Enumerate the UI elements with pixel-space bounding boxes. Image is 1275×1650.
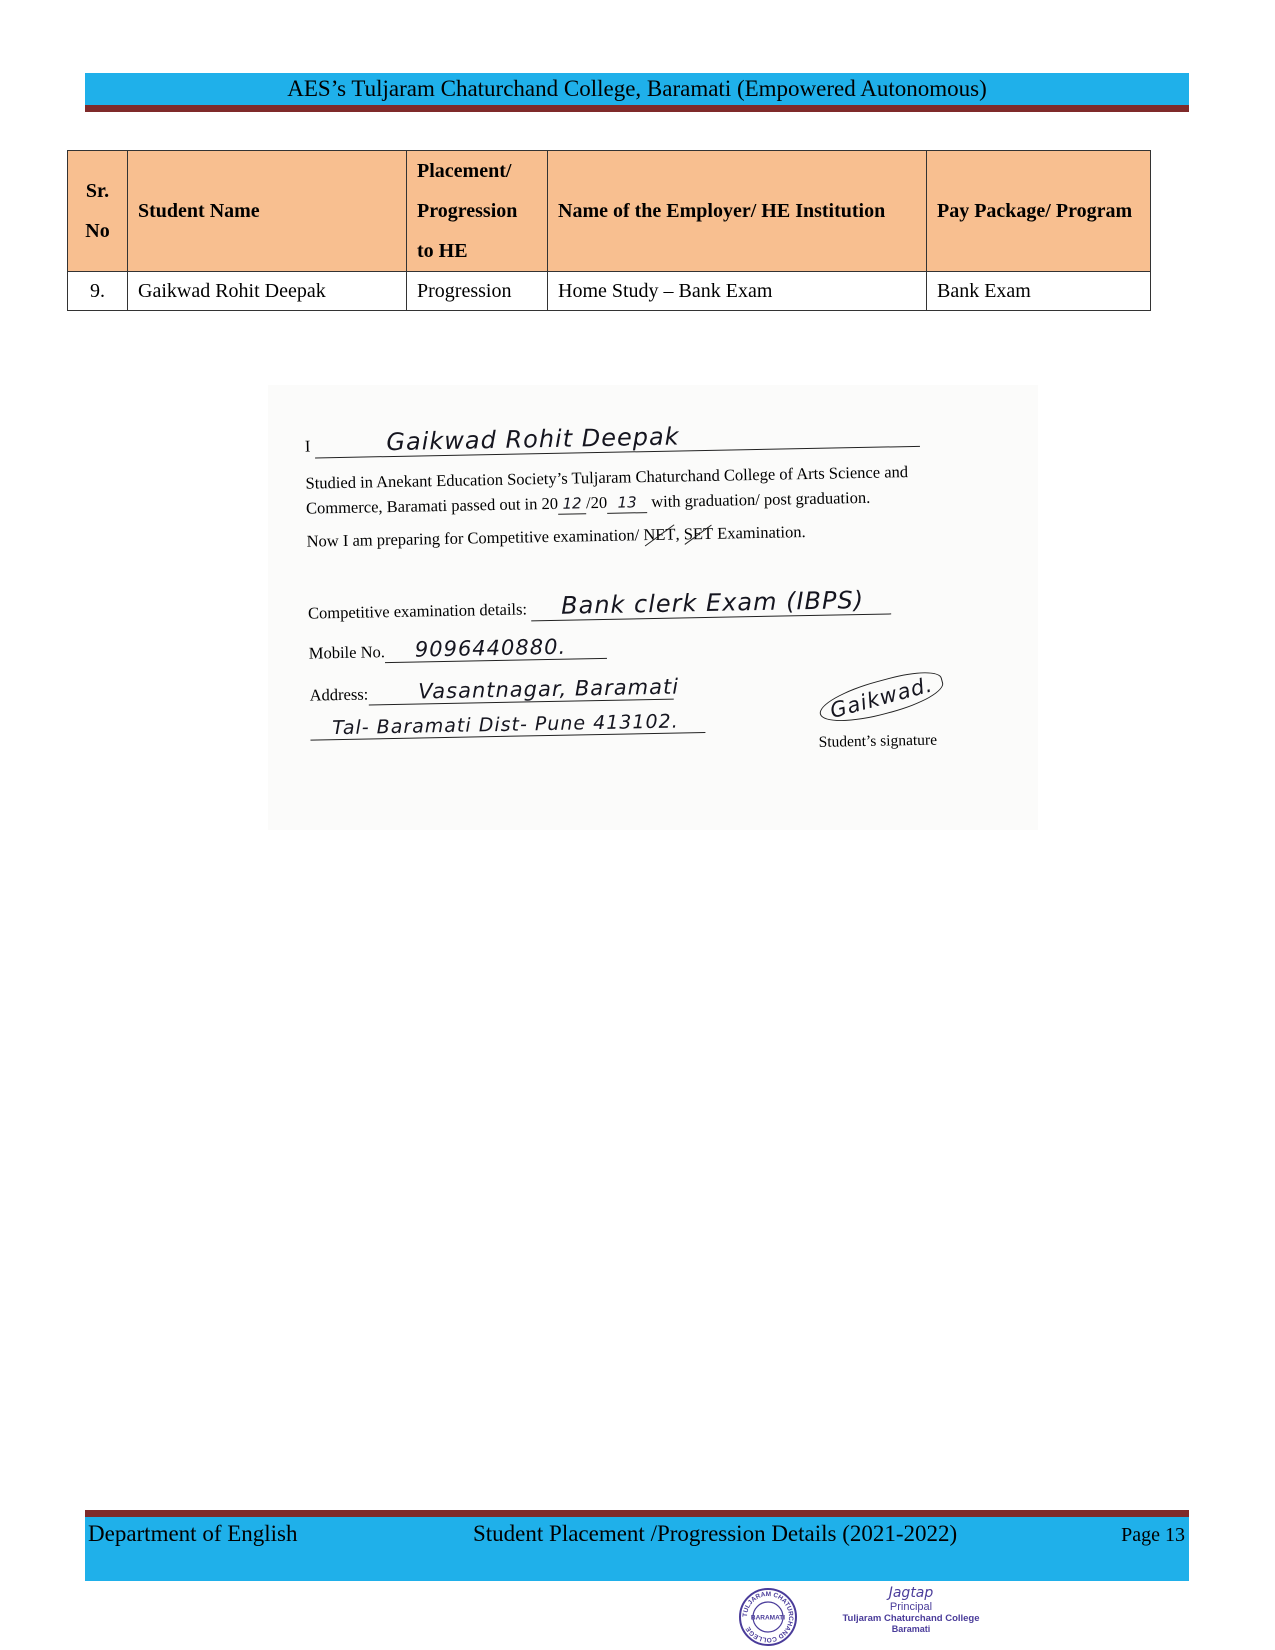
table-row (68, 272, 1151, 311)
address-label: Address: (309, 684, 369, 705)
exam-details-line (308, 585, 892, 625)
table-header-row (68, 151, 1151, 272)
declaration-studied-line: Studied in Anekant Education Society’s Tuljaram Chaturchand College of Arts Science and (305, 462, 909, 493)
declaration-i-label: I (304, 436, 311, 456)
struck-net: NET (643, 524, 676, 545)
handwritten-address-2: Tal- Baramati Dist- Pune 413102. (332, 710, 679, 740)
col-header-student-name: Student Name (128, 151, 407, 272)
handwritten-signature: Gaikwad. (816, 665, 948, 731)
cell-program: Bank Exam (927, 272, 1151, 311)
cell-placement: Progression (407, 272, 548, 311)
college-title: AES’s Tuljaram Chaturchand College, Baramati (Empowered Autonomous) (287, 76, 987, 101)
header-rule (85, 105, 1189, 112)
exam-details-label: Competitive examination details: (307, 599, 528, 623)
seal-ring-text: TULJARAM CHATURCHAND COLLEGE (741, 1590, 795, 1644)
signature-label: Student’s signature (818, 731, 938, 751)
cell-employer: Home Study – Bank Exam (548, 272, 927, 311)
cell-sr-no: 9. (68, 272, 128, 311)
col-header-placement: Placement/ Progression to HE (407, 151, 548, 272)
mobile-line (309, 634, 608, 665)
footer-page-number: Page 13 (1121, 1524, 1185, 1546)
stamp-line-college: Tuljaram Chaturchand College (842, 1613, 980, 1624)
page-footer (85, 1517, 1189, 1581)
page-header (85, 73, 1189, 105)
handwritten-year-from: 12 (562, 494, 582, 513)
handwritten-student-name: Gaikwad Rohit Deepak (386, 422, 680, 457)
principal-stamp (836, 1585, 986, 1634)
handwritten-exam-details: Bank clerk Exam (IBPS) (560, 585, 865, 620)
student-signature (817, 672, 945, 723)
seal-center-text: BARAMATI (750, 1614, 786, 1622)
struck-set: SET (683, 523, 714, 544)
scanned-declaration (268, 385, 1038, 830)
footer-department: Department of English (88, 1521, 298, 1546)
col-header-employer: Name of the Employer/ HE Institution (548, 151, 927, 272)
placement-table (67, 150, 1151, 311)
address-line-2 (310, 710, 705, 741)
address-line-1 (309, 674, 680, 707)
stamp-line-principal: Principal (889, 1601, 933, 1613)
declaration-name-line (305, 418, 920, 459)
footer-title: Student Placement /Progression Details (2021-2022) (473, 1521, 958, 1546)
declaration-commerce-line: Commerce, Baramati passed out in 20 12 /20 13 with graduation/ post graduation. (305, 487, 871, 518)
col-header-pay-package: Pay Package/ Program (927, 151, 1151, 272)
declaration-preparing-line: Now I am preparing for Competitive examination/ NET, SET Examination. (306, 522, 806, 551)
handwritten-mobile: 9096440880. (414, 634, 567, 662)
college-seal-icon (738, 1587, 798, 1647)
stamp-line-city: Baramati (891, 1624, 931, 1634)
mobile-label: Mobile No. (308, 642, 386, 663)
handwritten-address-1: Vasantnagar, Baramati (418, 674, 680, 704)
principal-signature: Jagtap (888, 1585, 934, 1601)
col-header-sr-no: Sr. No (68, 151, 128, 272)
cell-student-name: Gaikwad Rohit Deepak (128, 272, 407, 311)
handwritten-year-to: 13 (617, 493, 637, 512)
footer-rule (85, 1510, 1189, 1517)
